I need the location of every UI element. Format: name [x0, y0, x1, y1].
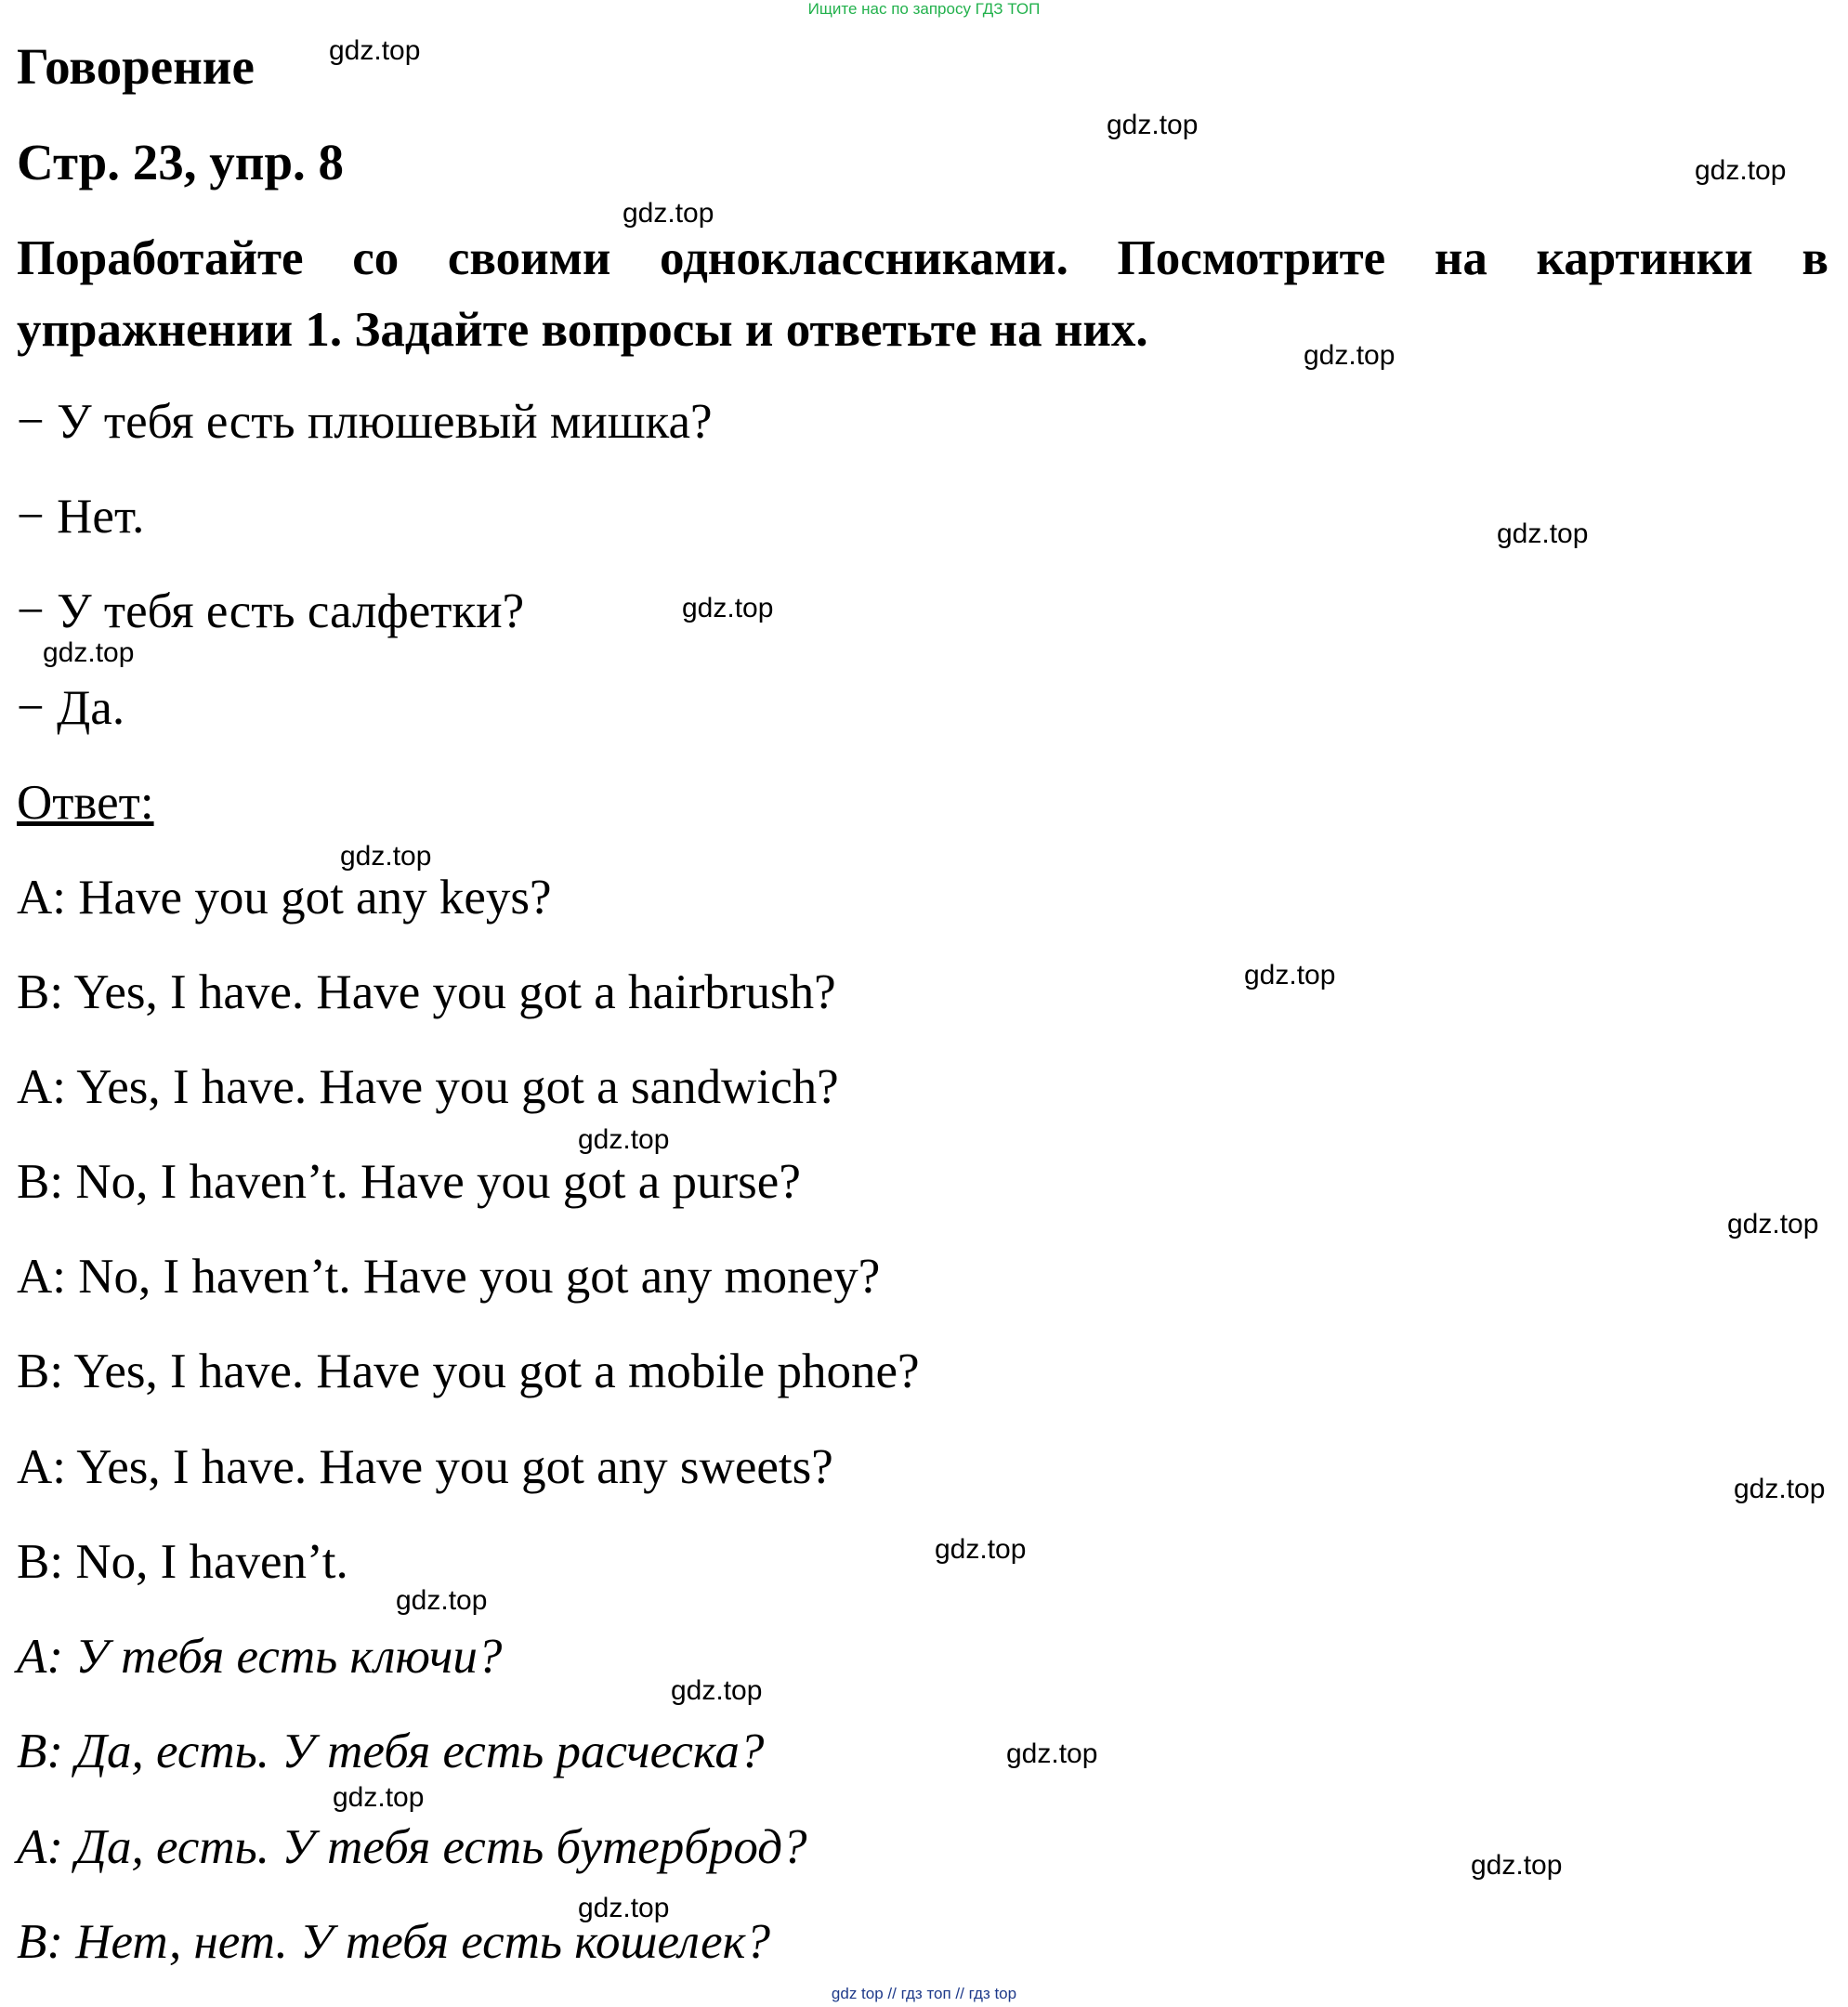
section-title: Говорение [17, 38, 255, 95]
answer-line-ru: B: Нет, нет. У тебя есть кошелек? [17, 1915, 770, 1969]
example-line: − У тебя есть салфетки? [17, 584, 525, 638]
watermark: gdz.top [682, 593, 774, 623]
answer-line-en: B: No, I haven’t. [17, 1535, 348, 1589]
watermark: gdz.top [333, 1782, 425, 1813]
watermark: gdz.top [1734, 1474, 1826, 1504]
exercise-reference: Стр. 23, упр. 8 [17, 134, 345, 190]
answer-line-en: A: Yes, I have. Have you got a sandwich? [17, 1060, 839, 1114]
watermark: gdz.top [578, 1124, 670, 1155]
answer-line-en: A: Yes, I have. Have you got any sweets? [17, 1440, 833, 1494]
answer-label: Ответ: [17, 776, 154, 830]
answer-line-en: B: No, I haven’t. Have you got a purse? [17, 1155, 801, 1209]
watermark: gdz.top [1727, 1209, 1819, 1240]
watermark: gdz.top [1107, 110, 1199, 140]
answer-line-ru: A: Да, есть. У тебя есть бутерброд? [17, 1820, 807, 1874]
task-instruction: Поработайте со своими одноклассниками. Посмотрите на картинки в упражнении 1. Задайте вопросы и ответьте на них. [17, 231, 1828, 357]
answer-line-en: B: Yes, I have. Have you got a hairbrush? [17, 965, 836, 1019]
answer-line-en: B: Yes, I have. Have you got a mobile phone? [17, 1345, 920, 1398]
watermark: gdz.top [329, 35, 421, 66]
watermark: gdz.top [396, 1585, 488, 1616]
watermark: gdz.top [1695, 155, 1787, 186]
watermark: gdz.top [1244, 960, 1336, 990]
watermark: gdz.top [623, 198, 714, 229]
answer-line-ru: A: У тебя есть ключи? [17, 1630, 503, 1684]
watermark: gdz.top [43, 637, 135, 668]
watermark: gdz.top [578, 1893, 670, 1923]
example-line: − Нет. [17, 490, 145, 544]
watermark: gdz.top [1497, 518, 1589, 549]
example-line: − Да. [17, 681, 125, 735]
answer-line-ru: B: Да, есть. У тебя есть расческа? [17, 1725, 765, 1778]
footer-links: gdz top // гдз топ // гдз top [831, 1985, 1017, 2002]
watermark: gdz.top [1304, 340, 1396, 371]
watermark: gdz.top [1006, 1738, 1098, 1769]
answer-line-en: A: No, I haven’t. Have you got any money? [17, 1250, 881, 1304]
watermark: gdz.top [671, 1675, 763, 1706]
watermark: gdz.top [935, 1534, 1027, 1565]
top-banner: Ищите нас по запросу ГДЗ ТОП [807, 0, 1041, 18]
watermark: gdz.top [340, 841, 432, 872]
watermark: gdz.top [1471, 1850, 1563, 1881]
answer-line-en: A: Have you got any keys? [17, 871, 552, 925]
example-line: − У тебя есть плюшевый мишка? [17, 395, 713, 449]
